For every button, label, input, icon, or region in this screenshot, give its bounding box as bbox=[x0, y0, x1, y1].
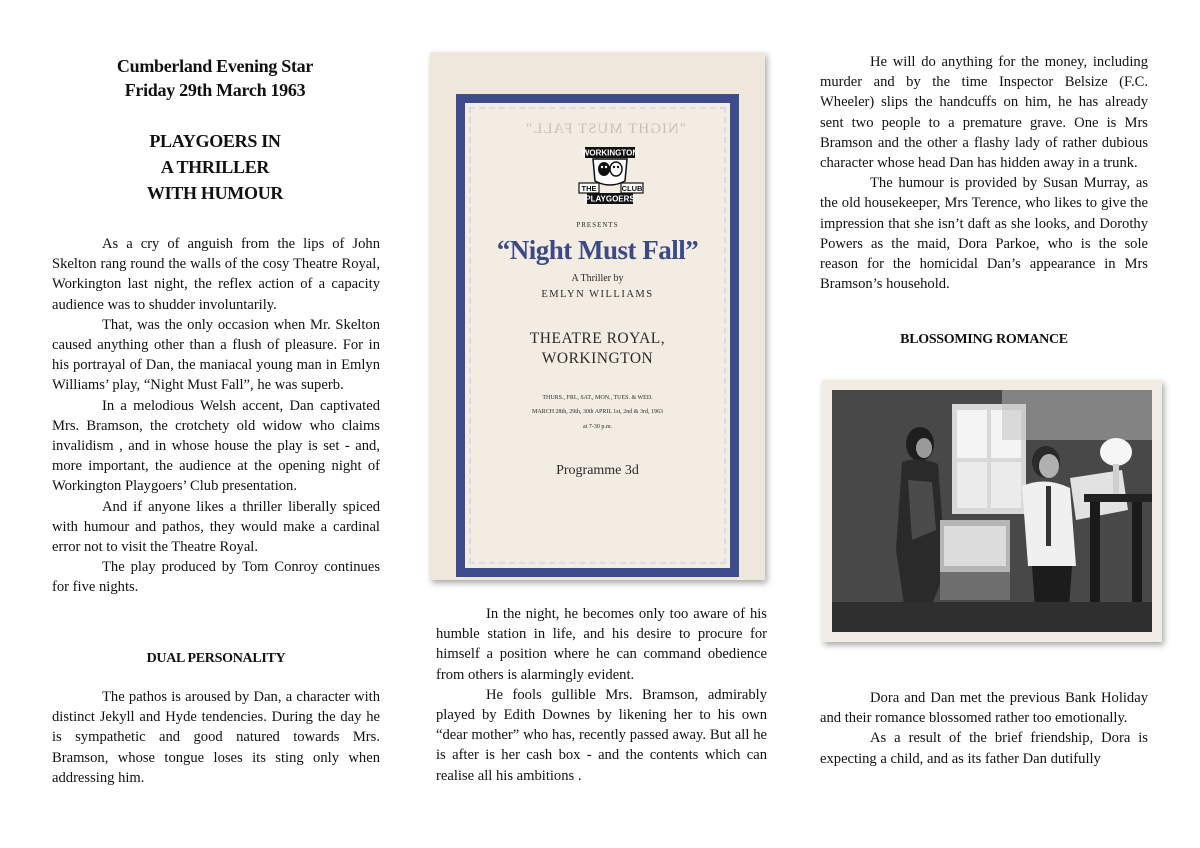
subhead-dual-personality: DUAL PERSONALITY bbox=[146, 651, 286, 666]
stage-scene-photo bbox=[822, 380, 1162, 642]
logo-playgoers-text: PLAYGOERS bbox=[585, 194, 635, 204]
photo-image bbox=[832, 390, 1152, 632]
show-title: “Night Must Fall” bbox=[496, 235, 699, 265]
paragraph: He fools gullible Mrs. Bramson, admirably played by Edith Downes by likening her to his own “dear mother” who has, recently passed away. But all he is after is her cash box - and the contents which can realise all his ambitions . bbox=[436, 686, 767, 784]
column-2-body bbox=[436, 604, 767, 786]
paragraph: In the night, he becomes only too aware of his humble station in life, and his desire to procure for himself a position where he can command obedience from others is alarmingly evident. bbox=[436, 606, 767, 683]
programme-border bbox=[456, 94, 739, 577]
paragraph: And if anyone likes a thriller liberally spiced with humour and pathos, they would make a cardinal error not to visit the Theatre Royal. bbox=[52, 498, 380, 556]
logo-top-text: WORKINGTON bbox=[581, 148, 639, 158]
article-headline bbox=[50, 128, 380, 206]
paragraph: As a cry of anguish from the lips of John Skelton rang round the walls of the cosy Theatre Royal, Workington last night, the reflex action of a capacity audience was to shudder involuntarily. bbox=[52, 236, 380, 313]
performance-time: at 7-30 p.m. bbox=[583, 424, 612, 430]
masthead bbox=[50, 54, 380, 102]
subhead-blossoming-romance: BLOSSOMING ROMANCE bbox=[900, 332, 1068, 347]
paragraph: The humour is provided by Susan Murray, as the old housekeeper, Mrs Terence, who likes to give the impression that she isn’t daft as she looks, and Dorothy Powers as the maid, Dora Parkoe, who is the sole reason for the homicidal Dan’s appearance in Mrs Bramson’s household. bbox=[820, 175, 1148, 293]
headline-line-2: A THRILLER bbox=[160, 157, 270, 177]
column-3-body-continued bbox=[820, 688, 1148, 769]
show-subtitle: A Thriller by bbox=[571, 273, 624, 284]
performance-days: THURS., FRI., SAT., MON., TUES. & WED. bbox=[542, 395, 653, 401]
programme-cover-image bbox=[430, 52, 765, 580]
headline-line-3: WITH HUMOUR bbox=[146, 183, 284, 203]
paragraph: The play produced by Tom Conroy continues for five nights. bbox=[52, 559, 380, 596]
paragraph: As a result of the brief friendship, Dora is expecting a child, and as its father Dan dutifully bbox=[820, 730, 1148, 767]
masthead-date: Friday 29th March 1963 bbox=[124, 80, 306, 100]
column-1-body bbox=[52, 234, 380, 598]
presents-label: PRESENTS bbox=[576, 221, 619, 229]
masthead-newspaper: Cumberland Evening Star bbox=[116, 56, 314, 76]
performance-dates: MARCH 28th, 29th, 30th APRIL 1st, 2nd & 3rd, 1963 bbox=[532, 409, 663, 415]
headline-line-1: PLAYGOERS IN bbox=[149, 131, 281, 151]
paragraph: The pathos is aroused by Dan, a character with distinct Jekyll and Hyde tendencies. During the day he is sympathetic and good natured towards Mrs. Bramson, whose tongue loses its sting only when addressing him. bbox=[52, 689, 380, 786]
column-1-body-continued bbox=[52, 687, 380, 788]
show-author: EMLYN WILLIAMS bbox=[541, 289, 654, 300]
paragraph: In a melodious Welsh accent, Dan captivated Mrs. Bramson, the crotchety old widow who claims invalidism , and in whose house the play is set - and, more important, the audience at the opening night of Workington Playgoers’ Club presentation. bbox=[52, 397, 380, 495]
show-through-text: "NIGHT MUST FALL" bbox=[525, 121, 686, 137]
paragraph: Dora and Dan met the previous Bank Holiday and their romance blossomed rather too emotionally. bbox=[820, 690, 1148, 727]
venue-line-2: WORKINGTON bbox=[541, 350, 654, 367]
logo-club-text: CLUB bbox=[621, 184, 643, 193]
playgoers-club-logo bbox=[575, 145, 645, 215]
logo-the-text: THE bbox=[581, 184, 597, 193]
column-3-body bbox=[820, 52, 1148, 294]
programme-price: Programme 3d bbox=[556, 463, 639, 478]
paragraph: That, was the only occasion when Mr. Skelton caused anything other than a flush of pleasure. For in his portrayal of Dan, the maniacal young man in Emlyn Williams’ play, “Night Must Fall”, he was superb. bbox=[52, 316, 380, 394]
venue-line-1: THEATRE ROYAL, bbox=[529, 330, 666, 347]
paragraph: He will do anything for the money, including murder and by the time Inspector Belsize (F.C. Wheeler) slips the handcuffs on him, he has already sent two people to a premature grave. One is Mrs Bramson and the other a flashy lady of rather dubious character whose head Dan has hidden away in a trunk. bbox=[820, 54, 1148, 172]
